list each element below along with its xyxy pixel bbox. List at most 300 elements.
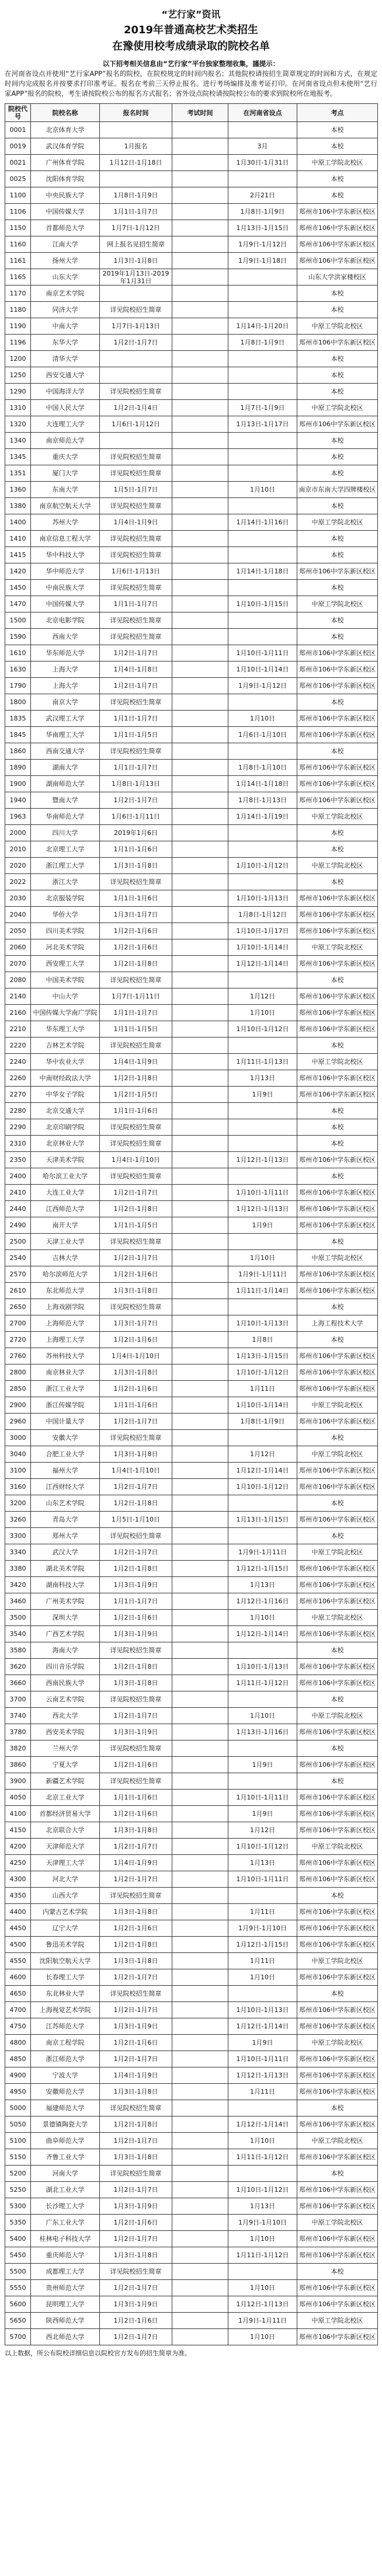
table-row bbox=[5, 1495, 378, 1512]
table-cell bbox=[172, 2100, 228, 2117]
table-cell: 本校 bbox=[297, 1691, 378, 1708]
table-cell bbox=[228, 465, 297, 482]
table-cell: 郑州市106中学东新区校区 bbox=[297, 1021, 378, 1038]
table-cell bbox=[172, 1871, 228, 1888]
table-cell: 1月2日-1月8日 bbox=[100, 1070, 172, 1087]
table-cell bbox=[172, 1561, 228, 1577]
table-cell: 2月21日 bbox=[228, 187, 297, 204]
school-name-cell: 北京交通大学 bbox=[31, 1103, 100, 1119]
table-cell bbox=[228, 874, 297, 890]
school-name-cell: 中南民族大学 bbox=[31, 580, 100, 596]
table-cell: 郑州市106中学东新区校区 bbox=[297, 956, 378, 972]
school-name-cell: 安徽师范大学 bbox=[31, 2084, 100, 2100]
table-row bbox=[5, 1234, 378, 1250]
table-cell: 郑州市106中学东新区校区 bbox=[297, 2117, 378, 2133]
school-name-cell: 同济大学 bbox=[31, 302, 100, 318]
table-cell: 郑州市106中学东新区校区 bbox=[297, 1414, 378, 1430]
table-cell: 1月2日-1月7日 bbox=[100, 1544, 172, 1561]
school-name-cell: 中国美术学院 bbox=[31, 972, 100, 988]
table-cell: 4500 bbox=[5, 1937, 31, 1953]
table-cell: 本校 bbox=[297, 286, 378, 302]
table-cell: 1845 bbox=[5, 727, 31, 743]
table-cell bbox=[172, 2133, 228, 2149]
table-cell: 1月10日-1月12日 bbox=[228, 1479, 297, 1495]
table-cell: 3380 bbox=[5, 1561, 31, 1577]
table-cell: 1180 bbox=[5, 302, 31, 318]
table-cell: 郑州市106中学东新区校区 bbox=[297, 1561, 378, 1577]
table-row bbox=[5, 1397, 378, 1414]
table-cell: 1月3日-1月7日 bbox=[100, 907, 172, 923]
table-cell: 南京市东南大学四牌楼校区 bbox=[297, 482, 378, 498]
table-cell: 郑州市106中学东新区校区 bbox=[297, 1822, 378, 1839]
table-row bbox=[5, 1920, 378, 1937]
table-cell: 1190 bbox=[5, 318, 31, 335]
table-cell: 1月2日-1月7日 bbox=[100, 678, 172, 694]
school-name-cell: 昆明理工大学 bbox=[31, 2296, 100, 2313]
school-name-cell: 大连理工大学 bbox=[31, 416, 100, 433]
table-cell: 3620 bbox=[5, 1659, 31, 1675]
table-cell: 郑州市106中学东新区校区 bbox=[297, 907, 378, 923]
table-row bbox=[5, 1675, 378, 1691]
school-name-cell: 中国计量大学 bbox=[31, 1414, 100, 1430]
school-name-cell: 四川音乐学院 bbox=[31, 1659, 100, 1675]
school-name-cell: 山东大学 bbox=[31, 269, 100, 286]
table-cell bbox=[100, 286, 172, 302]
table-cell: 中原工学院北校区 bbox=[297, 2313, 378, 2329]
table-row bbox=[5, 858, 378, 874]
table-row bbox=[5, 1822, 378, 1839]
table-cell bbox=[228, 1168, 297, 1185]
table-cell bbox=[172, 776, 228, 792]
table-cell: 郑州市106中学东新区校区 bbox=[297, 1969, 378, 1986]
table-cell: 1月12日 bbox=[228, 988, 297, 1005]
table-cell: 1月9日-1月18日 bbox=[228, 253, 297, 269]
table-cell: 1161 bbox=[5, 253, 31, 269]
table-cell: 1月7日-1月12日 bbox=[100, 220, 172, 236]
table-cell bbox=[172, 204, 228, 220]
table-cell bbox=[172, 1642, 228, 1659]
table-cell: 详见院校招生简章 bbox=[100, 1888, 172, 1904]
table-row bbox=[5, 1201, 378, 1217]
table-cell: 郑州市106中学东新区校区 bbox=[297, 2002, 378, 2018]
school-name-cell: 宁夏大学 bbox=[31, 1757, 100, 1773]
table-row bbox=[5, 1299, 378, 1315]
table-cell: 2900 bbox=[5, 1397, 31, 1414]
table-cell: 郑州市106中学东新区校区 bbox=[297, 1217, 378, 1234]
school-name-cell: 华东师范大学 bbox=[31, 645, 100, 662]
table-cell: 5700 bbox=[5, 2329, 31, 2345]
table-row bbox=[5, 1283, 378, 1299]
table-cell: 1月14日-1月16日 bbox=[228, 514, 297, 531]
table-cell: 1月2日-1月8日 bbox=[100, 1937, 172, 1953]
table-cell: 郑州市106中学东新区校区 bbox=[297, 204, 378, 220]
school-name-cell: 武汉大学 bbox=[31, 1544, 100, 1561]
table-cell bbox=[172, 449, 228, 465]
table-cell bbox=[228, 1740, 297, 1757]
table-cell: 1963 bbox=[5, 809, 31, 825]
table-cell: 3200 bbox=[5, 1495, 31, 1512]
school-name-cell: 华南理工大学 bbox=[31, 727, 100, 743]
table-cell bbox=[228, 1642, 297, 1659]
school-name-cell: 南京工程学院 bbox=[31, 2035, 100, 2051]
table-cell: 1890 bbox=[5, 760, 31, 776]
table-row bbox=[5, 1070, 378, 1087]
table-cell: 郑州市106中学东新区校区 bbox=[297, 1904, 378, 1920]
table-cell: 本校 bbox=[297, 1299, 378, 1315]
table-cell: 1月3日-1月8日 bbox=[100, 1953, 172, 1969]
table-cell bbox=[228, 1528, 297, 1544]
school-name-cell: 曲阜师范大学 bbox=[31, 2133, 100, 2149]
table-cell bbox=[172, 874, 228, 890]
table-row bbox=[5, 1708, 378, 1724]
table-row bbox=[5, 1953, 378, 1969]
table-cell: 2570 bbox=[5, 1266, 31, 1283]
table-cell: 1月9日-1月12日 bbox=[228, 678, 297, 694]
table-row bbox=[5, 2215, 378, 2231]
table-row bbox=[5, 923, 378, 939]
table-cell bbox=[172, 318, 228, 335]
table-cell: 2700 bbox=[5, 1315, 31, 1332]
table-cell: 详见院校招生简章 bbox=[100, 694, 172, 711]
table-cell: 郑州市106中学东新区校区 bbox=[297, 988, 378, 1005]
table-cell: 1月2日-1月7日 bbox=[100, 2329, 172, 2345]
table-row bbox=[5, 1021, 378, 1038]
table-cell bbox=[172, 2231, 228, 2247]
table-cell: 4850 bbox=[5, 2051, 31, 2067]
table-cell: 中原工学院北校区 bbox=[297, 1446, 378, 1463]
school-name-cell: 上海视觉艺术学院 bbox=[31, 2002, 100, 2018]
table-cell: 郑州市106中学东新区校区 bbox=[297, 2182, 378, 2198]
table-cell bbox=[172, 923, 228, 939]
table-row bbox=[5, 678, 378, 694]
table-cell: 1月10日-1月11日 bbox=[228, 2051, 297, 2067]
table-cell: 中原工学院北校区 bbox=[297, 809, 378, 825]
table-cell: 详见院校招生简章 bbox=[100, 1773, 172, 1790]
table-cell: 详见院校招生简章 bbox=[100, 449, 172, 465]
school-name-cell: 吉林大学 bbox=[31, 1250, 100, 1266]
school-name-cell: 云南艺术学院 bbox=[31, 1691, 100, 1708]
table-cell: 本校 bbox=[297, 2166, 378, 2182]
table-cell bbox=[228, 2264, 297, 2280]
table-row bbox=[5, 1593, 378, 1610]
table-cell bbox=[172, 2051, 228, 2067]
table-cell: 1月2日-1月7日 bbox=[100, 1479, 172, 1495]
school-name-cell: 福建师范大学 bbox=[31, 2100, 100, 2117]
school-name-cell: 北京电影学院 bbox=[31, 612, 100, 629]
table-row bbox=[5, 907, 378, 923]
school-name-cell: 中国传媒大学 bbox=[31, 204, 100, 220]
table-cell: 1月10日-1月12日 bbox=[228, 2182, 297, 2198]
table-cell: 郑州市106中学东新区校区 bbox=[297, 1152, 378, 1168]
table-cell bbox=[100, 367, 172, 384]
school-name-cell: 福州大学 bbox=[31, 1463, 100, 1479]
table-row bbox=[5, 1790, 378, 1806]
table-row bbox=[5, 2313, 378, 2329]
table-cell bbox=[172, 465, 228, 482]
table-cell: 1月10日-1月12日 bbox=[228, 1364, 297, 1381]
table-cell bbox=[228, 547, 297, 563]
table-cell: 2850 bbox=[5, 1381, 31, 1397]
school-name-cell: 贵州师范大学 bbox=[31, 2280, 100, 2296]
table-cell: 1月12日-1月13日 bbox=[228, 2067, 297, 2084]
table-cell: 1790 bbox=[5, 678, 31, 694]
table-cell: 1月6日-1月13日 bbox=[100, 563, 172, 580]
table-cell bbox=[172, 138, 228, 155]
table-cell: 1月1日-1月6日 bbox=[100, 1397, 172, 1414]
school-name-cell: 吉林艺术学院 bbox=[31, 1038, 100, 1054]
table-cell: 本校 bbox=[297, 2100, 378, 2117]
table-row bbox=[5, 2035, 378, 2051]
table-cell: 本校 bbox=[297, 2264, 378, 2280]
table-row bbox=[5, 1005, 378, 1021]
table-cell bbox=[228, 743, 297, 760]
school-name-cell: 重庆师范大学 bbox=[31, 2247, 100, 2264]
table-cell: 1月9日-1月11日 bbox=[228, 2313, 297, 2329]
table-cell: 1月3日-1月8日 bbox=[100, 253, 172, 269]
table-cell: 本校 bbox=[297, 1119, 378, 1136]
school-name-cell: 江南大学 bbox=[31, 236, 100, 253]
table-cell: 2760 bbox=[5, 1348, 31, 1364]
table-cell: 2650 bbox=[5, 1299, 31, 1315]
table-cell: 1月13日 bbox=[228, 1070, 297, 1087]
table-cell: 1月1日-1月6日 bbox=[100, 890, 172, 907]
table-cell bbox=[172, 809, 228, 825]
table-cell: 1月11日-1月13日 bbox=[228, 1054, 297, 1070]
table-cell: 5500 bbox=[5, 2264, 31, 2280]
table-cell bbox=[228, 1773, 297, 1790]
table-cell: 4100 bbox=[5, 1806, 31, 1822]
school-name-cell: 北京联合大学 bbox=[31, 1822, 100, 1839]
table-row bbox=[5, 596, 378, 612]
table-cell: 1月10日-1月13日 bbox=[228, 2002, 297, 2018]
table-cell: 2019年1月6日 bbox=[100, 825, 172, 841]
table-cell: 郑州市106中学东新区校区 bbox=[297, 253, 378, 269]
table-row bbox=[5, 874, 378, 890]
school-name-cell: 江西师范大学 bbox=[31, 1201, 100, 1217]
table-cell: 本校 bbox=[297, 498, 378, 514]
table-cell: 1月2日-1月8日 bbox=[100, 1659, 172, 1675]
table-cell: 1月1日-1月6日 bbox=[100, 1103, 172, 1119]
table-cell: 5400 bbox=[5, 2231, 31, 2247]
table-cell: 1月8日 bbox=[228, 1332, 297, 1348]
table-cell bbox=[228, 1119, 297, 1136]
table-cell: 本校 bbox=[297, 367, 378, 384]
table-cell: 中原工学院北校区 bbox=[297, 318, 378, 335]
table-cell: 郑州市106中学东新区校区 bbox=[297, 1757, 378, 1773]
table-row bbox=[5, 580, 378, 596]
table-cell: 郑州市106中学东新区校区 bbox=[297, 923, 378, 939]
table-cell: 1月10日 bbox=[228, 1005, 297, 1021]
table-cell: 本校 bbox=[297, 547, 378, 563]
table-cell bbox=[172, 514, 228, 531]
table-cell: 本校 bbox=[297, 694, 378, 711]
table-row bbox=[5, 2002, 378, 2018]
table-cell: 1月11日-1月12日 bbox=[228, 2149, 297, 2166]
table-cell: 详见院校招生简章 bbox=[100, 1119, 172, 1136]
table-cell: 山东大学洪家楼校区 bbox=[297, 269, 378, 286]
table-cell bbox=[228, 1103, 297, 1119]
table-cell: 1310 bbox=[5, 400, 31, 416]
table-cell: 郑州市106中学东新区校区 bbox=[297, 220, 378, 236]
table-cell: 1月12日-1月13日 bbox=[228, 1201, 297, 1217]
table-cell bbox=[228, 2100, 297, 2117]
table-cell: 1月2日-1月7日 bbox=[100, 1708, 172, 1724]
table-row bbox=[5, 956, 378, 972]
table-cell bbox=[228, 351, 297, 367]
table-cell bbox=[172, 1315, 228, 1332]
table-cell: 本校 bbox=[297, 1773, 378, 1790]
table-cell: 详见院校招生简章 bbox=[100, 302, 172, 318]
school-name-cell: 东北师范大学 bbox=[31, 1283, 100, 1299]
table-cell: 本校 bbox=[297, 465, 378, 482]
table-cell bbox=[172, 956, 228, 972]
school-name-cell: 浙江工业大学 bbox=[31, 1381, 100, 1397]
table-cell: 1月11日-1月12日 bbox=[228, 1675, 297, 1691]
table-row bbox=[5, 384, 378, 400]
table-cell: 郑州市106中学东新区校区 bbox=[297, 1185, 378, 1201]
table-cell: 1196 bbox=[5, 335, 31, 351]
table-cell: 中原工学院北校区 bbox=[297, 1544, 378, 1561]
school-name-cell: 西北大学 bbox=[31, 1708, 100, 1724]
table-cell: 郑州市106中学东新区校区 bbox=[297, 2231, 378, 2247]
table-cell: 1月10日 bbox=[228, 1969, 297, 1986]
table-cell bbox=[172, 1103, 228, 1119]
school-name-cell: 南开大学 bbox=[31, 1217, 100, 1234]
table-cell bbox=[172, 1740, 228, 1757]
table-cell: 1月10日-1月15日 bbox=[228, 596, 297, 612]
table-cell: 郑州市106中学东新区校区 bbox=[297, 760, 378, 776]
table-cell: 1月10日 bbox=[228, 711, 297, 727]
school-name-cell: 中央民族大学 bbox=[31, 187, 100, 204]
table-cell: 详见院校招生简章 bbox=[100, 1740, 172, 1757]
table-cell: 1月8日-1月9日 bbox=[228, 335, 297, 351]
school-name-cell: 上海师范大学 bbox=[31, 1315, 100, 1332]
table-row bbox=[5, 1561, 378, 1577]
table-row bbox=[5, 1806, 378, 1822]
table-row bbox=[5, 825, 378, 841]
table-cell bbox=[172, 1839, 228, 1855]
table-cell: 1月2日-1月7日 bbox=[100, 2051, 172, 2067]
table-cell: 1月2日-1月6日 bbox=[100, 1920, 172, 1937]
table-cell: 1月12日-1月13日 bbox=[228, 2296, 297, 2313]
table-row bbox=[5, 465, 378, 482]
table-cell: 2060 bbox=[5, 939, 31, 956]
table-cell: 1月13日 bbox=[228, 1855, 297, 1871]
school-name-cell: 湖南科技大学 bbox=[31, 1577, 100, 1593]
table-cell: 1340 bbox=[5, 433, 31, 449]
table-cell: 1月12日-1月14日 bbox=[228, 2018, 297, 2035]
table-cell bbox=[172, 1920, 228, 1937]
table-cell: 1月9日 bbox=[228, 1806, 297, 1822]
table-cell: 中原工学院北校区 bbox=[297, 1953, 378, 1969]
table-row bbox=[5, 612, 378, 629]
table-cell: 1月2日-1月7日 bbox=[100, 645, 172, 662]
school-name-cell: 华南师范大学 bbox=[31, 809, 100, 825]
table-cell: 本校 bbox=[297, 187, 378, 204]
table-cell bbox=[228, 449, 297, 465]
school-name-cell: 大连工业大学 bbox=[31, 1185, 100, 1201]
table-cell: 1月8日-1月9日 bbox=[100, 187, 172, 204]
table-cell bbox=[228, 171, 297, 187]
table-cell: 本校 bbox=[297, 1038, 378, 1054]
table-cell: 3420 bbox=[5, 1577, 31, 1593]
table-cell bbox=[172, 2329, 228, 2345]
table-row bbox=[5, 2231, 378, 2247]
table-cell: 1月10日-1月11日 bbox=[228, 1790, 297, 1806]
school-name-cell: 湖北美术学院 bbox=[31, 1561, 100, 1577]
table-cell bbox=[172, 2247, 228, 2264]
table-cell: 1月10日 bbox=[228, 2133, 297, 2149]
school-name-cell: 西南大学 bbox=[31, 629, 100, 645]
table-row bbox=[5, 1871, 378, 1888]
table-cell bbox=[172, 612, 228, 629]
table-cell bbox=[172, 171, 228, 187]
table-cell: 1月10日-1月17日 bbox=[228, 923, 297, 939]
table-cell bbox=[228, 384, 297, 400]
table-cell: 5650 bbox=[5, 2313, 31, 2329]
table-cell bbox=[172, 792, 228, 809]
table-row bbox=[5, 1904, 378, 1920]
table-cell: 2030 bbox=[5, 890, 31, 907]
school-name-cell: 湖北工业大学 bbox=[31, 2182, 100, 2198]
table-cell: 1月12日 bbox=[228, 1822, 297, 1839]
table-cell: 1月2日-1月6日 bbox=[100, 2035, 172, 2051]
table-cell bbox=[228, 122, 297, 138]
table-cell: 中原工学院北校区 bbox=[297, 155, 378, 171]
table-cell bbox=[172, 1806, 228, 1822]
table-cell: 中原工学院北校区 bbox=[297, 1708, 378, 1724]
table-cell bbox=[172, 1969, 228, 1986]
table-cell: 1月1日-1月7日 bbox=[100, 760, 172, 776]
table-row bbox=[5, 1839, 378, 1855]
school-name-cell: 安徽大学 bbox=[31, 1430, 100, 1446]
table-cell: 详见院校招生简章 bbox=[100, 498, 172, 514]
table-cell bbox=[172, 1087, 228, 1103]
school-name-cell: 华东理工大学 bbox=[31, 1021, 100, 1038]
table-cell bbox=[172, 678, 228, 694]
table-cell: 1月12日-1月15日 bbox=[228, 1561, 297, 1577]
table-cell: 本校 bbox=[297, 1495, 378, 1512]
table-cell bbox=[172, 2182, 228, 2198]
table-cell: 1月4日-1月9日 bbox=[100, 1855, 172, 1871]
table-cell: 1月12日-1月14日 bbox=[228, 2117, 297, 2133]
table-cell bbox=[172, 1463, 228, 1479]
school-name-cell: 哈尔滨工业大学 bbox=[31, 1168, 100, 1185]
table-cell: 2080 bbox=[5, 972, 31, 988]
table-cell: 1400 bbox=[5, 514, 31, 531]
table-cell bbox=[172, 760, 228, 776]
school-name-cell: 哈尔滨师范大学 bbox=[31, 1266, 100, 1283]
table-cell bbox=[172, 2117, 228, 2133]
table-cell: 1月7日-1月13日 bbox=[100, 318, 172, 335]
table-cell: 1月2日-1月6日 bbox=[100, 1757, 172, 1773]
table-cell bbox=[172, 1593, 228, 1610]
column-header: 考点 bbox=[297, 104, 378, 122]
table-cell: 4600 bbox=[5, 1969, 31, 1986]
intro-body: 在河南省设点并使用“艺行家APP”报名的院校，在院校规定的时间内报名；其他院校请按招生简章规定的时间和方式，在规定时间内完成报名并按要求打印准考证。报名在考前三天停止报名。进行考场编排及准考证打印。在河南省设点但未使用“艺行家APP”报名的院校，考生请按院校公布的报名方式报名；省外设点院校请按院校公布的要求到院校所在地报考。 bbox=[5, 69, 377, 98]
table-cell bbox=[172, 1953, 228, 1969]
table-cell bbox=[172, 825, 228, 841]
table-cell: 3300 bbox=[5, 1528, 31, 1544]
school-name-cell: 河北美术学院 bbox=[31, 939, 100, 956]
school-name-cell: 中国传媒大学南广学院 bbox=[31, 1005, 100, 1021]
table-row bbox=[5, 1087, 378, 1103]
table-cell: 郑州市106中学东新区校区 bbox=[297, 1855, 378, 1871]
table-cell: 中原工学院北校区 bbox=[297, 2035, 378, 2051]
table-cell: 郑州市106中学东新区校区 bbox=[297, 776, 378, 792]
table-cell: 郑州市106中学东新区校区 bbox=[297, 1005, 378, 1021]
intro-paragraph bbox=[5, 59, 377, 99]
